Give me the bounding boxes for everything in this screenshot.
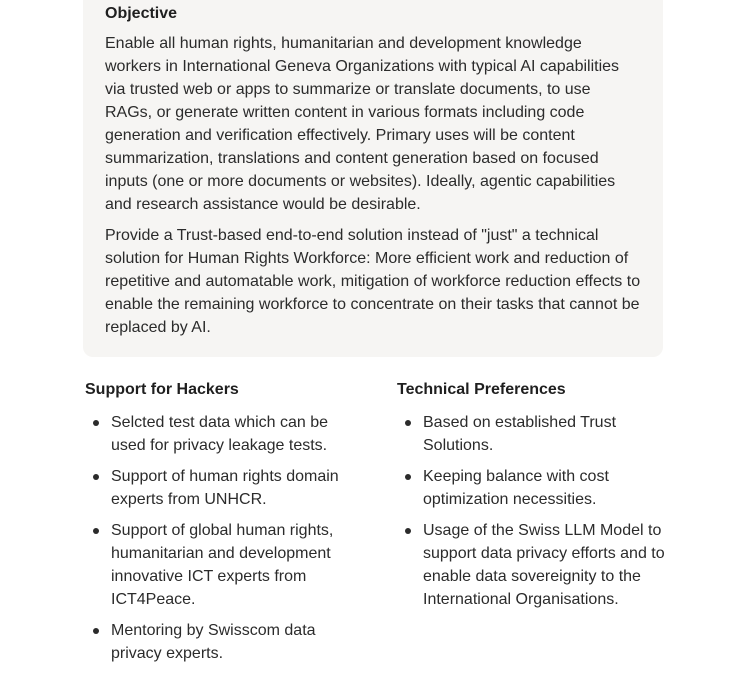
list-item-text: Keeping balance with cost optimization necessities.	[423, 468, 609, 508]
support-title: Support for Hackers	[85, 381, 239, 398]
list-item-text: Mentoring by Swisscom data privacy experts.	[111, 622, 316, 662]
technical-title: Technical Preferences	[397, 381, 566, 398]
list-item-text: Based on established Trust Solutions.	[423, 414, 617, 454]
list-item-text: Support of human rights domain experts from UNHCR.	[111, 468, 339, 508]
list-item	[85, 411, 365, 457]
objective-paragraph-2: Provide a Trust-based end-to-end solution instead of "just" a technical solution for Human Rights Workforce: More efficient work and reduction of repetitive and automatable work, mitigation of workforce reduction effects to enable the remaining workforce to concentrate on their tasks that cannot be replaced by AI.	[105, 227, 641, 336]
bullet-icon	[93, 474, 99, 480]
bullet-icon	[93, 420, 99, 426]
technical-list	[397, 411, 687, 611]
support-section	[85, 380, 365, 673]
list-item	[85, 619, 365, 665]
objective-card	[83, 0, 663, 357]
list-item	[85, 465, 365, 511]
list-item-text: Selcted test data which can be used for privacy leakage tests.	[111, 414, 329, 454]
list-item-text: Usage of the Swiss LLM Model to support data privacy efforts and to enable data sovereignity to the International Organisations.	[423, 522, 665, 608]
bullet-icon	[405, 474, 411, 480]
list-item	[397, 411, 687, 457]
bullet-icon	[93, 628, 99, 634]
technical-section	[397, 380, 687, 619]
support-list	[85, 411, 365, 665]
list-item-text: Support of global human rights, humanitarian and development innovative ICT experts from ICT4Peace.	[111, 522, 334, 608]
objective-title: Objective	[105, 5, 178, 22]
bullet-icon	[93, 528, 99, 534]
objective-paragraph-1: Enable all human rights, humanitarian and development knowledge workers in International Geneva Organizations with typical AI capabilities via trusted web or apps to summarize or translate documents, to use RAGs, or generate written content in various formats including code generation and verification effectively. Primary uses will be content summarization, translations and content generation based on focused inputs (one or more documents or websites). Ideally, agentic capabilities and research assistance would be desirable.	[105, 35, 620, 213]
list-item	[397, 465, 687, 511]
bullet-icon	[405, 528, 411, 534]
list-item	[85, 519, 365, 611]
bullet-icon	[405, 420, 411, 426]
list-item	[397, 519, 687, 611]
